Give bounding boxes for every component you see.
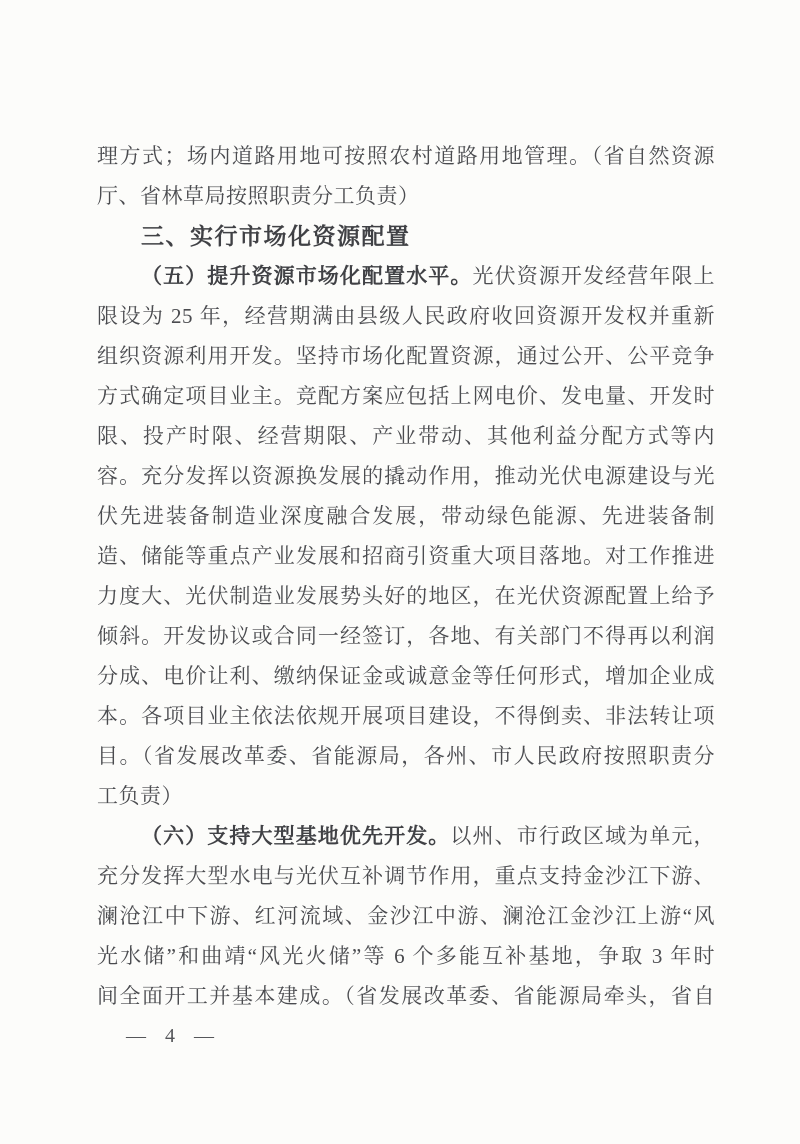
text-line <box>97 616 715 656</box>
text-run: 容。充分发挥以资源换发展的撬动作用，推动光伏电源建设与光 <box>97 464 715 488</box>
text-run: 厅、省林草局按照职责分工负责） <box>97 184 420 208</box>
text-line <box>97 696 715 736</box>
text-run: 理方式；场内道路用地可按照农村道路用地管理。（省自然资源 <box>97 144 715 168</box>
text-line <box>97 136 715 176</box>
bold-text-run: （五）提升资源市场化配置水平。 <box>141 264 473 288</box>
text-run: 充分发挥大型水电与光伏互补调节作用，重点支持金沙江下游、 <box>97 864 715 888</box>
text-run: 以州、市行政区域为单元， <box>450 824 716 848</box>
text-line <box>97 656 715 696</box>
text-run: 限、投产时限、经营期限、产业带动、其他利益分配方式等内 <box>97 424 715 448</box>
text-run: 本。各项目业主依法依规开展项目建设，不得倒卖、非法转让项 <box>97 704 715 728</box>
text-run: 组织资源利用开发。坚持市场化配置资源，通过公开、公平竞争 <box>97 344 715 368</box>
text-run: 方式确定项目业主。竞配方案应包括上网电价、发电量、开发时 <box>97 384 715 408</box>
text-line <box>97 376 715 416</box>
text-run: 力度大、光伏制造业发展势头好的地区，在光伏资源配置上给予 <box>97 584 715 608</box>
text-line <box>97 856 715 896</box>
text-line <box>97 576 715 616</box>
text-run: 造、储能等重点产业发展和招商引资重大项目落地。对工作推进 <box>97 544 715 568</box>
text-line <box>97 536 715 576</box>
text-line <box>97 816 715 856</box>
text-line <box>97 896 715 936</box>
section-heading <box>97 216 715 256</box>
text-line <box>97 736 715 776</box>
text-line <box>97 976 715 1016</box>
text-run: 澜沧江中下游、红河流域、金沙江中游、澜沧江金沙江上游“风 <box>97 904 715 928</box>
text-line <box>97 776 715 816</box>
text-run: 分成、电价让利、缴纳保证金或诚意金等任何形式，增加企业成 <box>97 664 715 688</box>
document-lines <box>97 136 715 1016</box>
text-run: 倾斜。开发协议或合同一经签订，各地、有关部门不得再以利润 <box>97 624 715 648</box>
text-run: 目。（省发展改革委、省能源局，各州、市人民政府按照职责分 <box>97 744 715 768</box>
text-run: 间全面开工并基本建成。（省发展改革委、省能源局牵头，省自 <box>97 984 715 1008</box>
text-line <box>97 496 715 536</box>
text-line <box>97 416 715 456</box>
text-run: 限设为 25 年，经营期满由县级人民政府收回资源开发权并重新 <box>97 304 715 328</box>
text-line <box>97 336 715 376</box>
bold-text-run: 三、实行市场化资源配置 <box>141 223 411 249</box>
text-run: 工负责） <box>97 784 183 808</box>
page-number: — 4 — <box>126 1025 221 1047</box>
text-run: 光伏资源开发经营年限上 <box>472 264 715 288</box>
text-line <box>97 456 715 496</box>
text-run: 伏先进装备制造业深度融合发展，带动绿色能源、先进装备制 <box>97 504 715 528</box>
text-line <box>97 176 715 216</box>
text-line <box>97 296 715 336</box>
bold-text-run: （六）支持大型基地优先开发。 <box>141 824 451 848</box>
text-line <box>97 256 715 296</box>
text-line <box>97 936 715 976</box>
text-run: 光水储”和曲靖“风光火储”等 6 个多能互补基地，争取 3 年时 <box>97 944 715 968</box>
